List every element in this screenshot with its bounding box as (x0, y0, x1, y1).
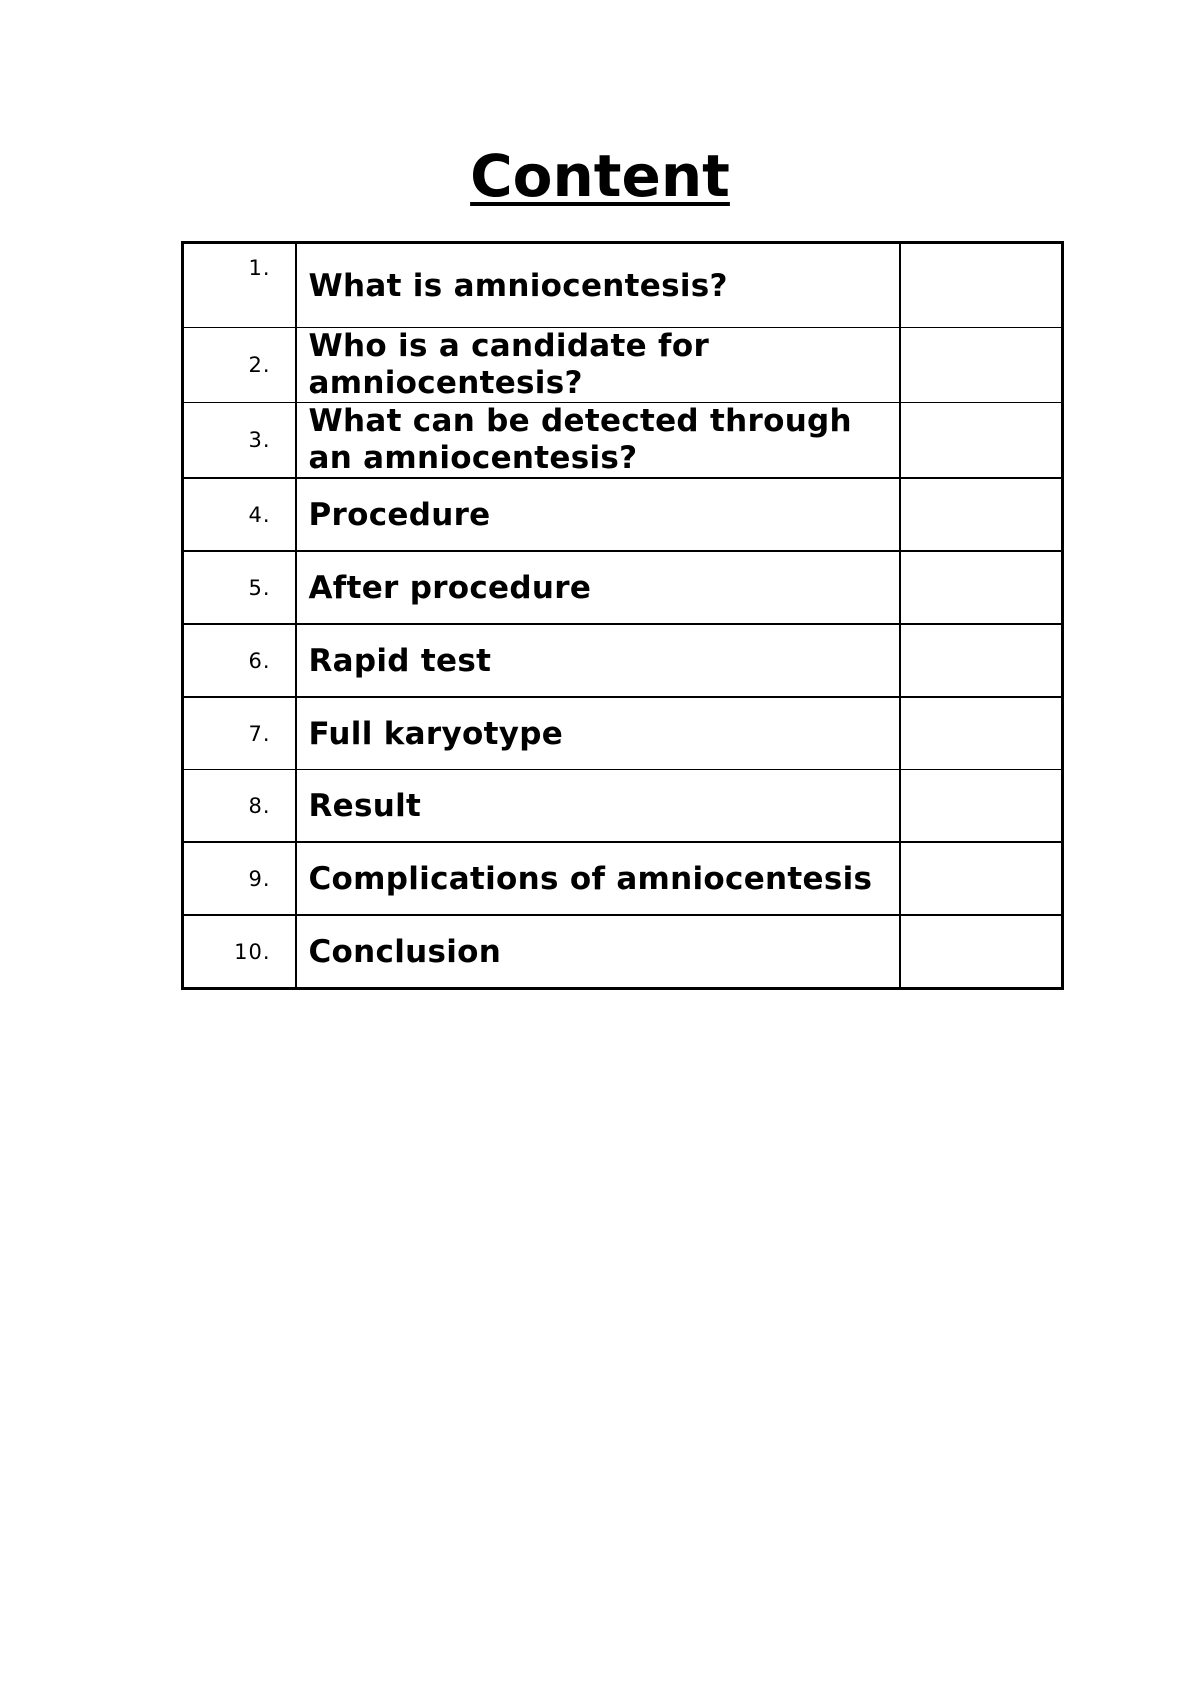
toc-row-title: Procedure (296, 478, 900, 551)
toc-row-number: 6. (183, 624, 296, 697)
toc-row-page (900, 403, 1063, 479)
toc-row (183, 243, 1063, 328)
toc-row-number: 1. (183, 243, 296, 328)
toc-row-page (900, 915, 1063, 989)
toc-row-title: What can be detected through an amniocentesis? (296, 403, 900, 479)
toc-row-page (900, 624, 1063, 697)
toc-row-number: 5. (183, 551, 296, 624)
toc-row-page (900, 328, 1063, 403)
toc-row-title: After procedure (296, 551, 900, 624)
toc-row (183, 551, 1063, 624)
toc-row-title: Conclusion (296, 915, 900, 989)
toc-row-title: Complications of amniocentesis (296, 842, 900, 915)
toc-row-title: Rapid test (296, 624, 900, 697)
toc-row-title: Who is a candidate for amniocentesis? (296, 328, 900, 403)
toc-row-page (900, 478, 1063, 551)
toc-row-page (900, 842, 1063, 915)
toc-row (183, 403, 1063, 479)
toc-row-page (900, 770, 1063, 843)
toc-row-title: What is amniocentesis? (296, 243, 900, 328)
toc-row-title: Full karyotype (296, 697, 900, 770)
table-of-contents (181, 241, 1064, 990)
toc-row (183, 478, 1063, 551)
toc-row (183, 624, 1063, 697)
toc-row-number: 3. (183, 403, 296, 479)
toc-row (183, 328, 1063, 403)
toc-row-page (900, 697, 1063, 770)
toc-row-number: 9. (183, 842, 296, 915)
toc-row-page (900, 551, 1063, 624)
toc-row-number: 2. (183, 328, 296, 403)
toc-row-number: 8. (183, 770, 296, 843)
toc-row-page (900, 243, 1063, 328)
toc-row-title: Result (296, 770, 900, 843)
toc-row (183, 915, 1063, 989)
toc-row-number: 10. (183, 915, 296, 989)
page-title: Content (470, 142, 730, 210)
toc-row (183, 697, 1063, 770)
toc-row (183, 770, 1063, 843)
toc-row-number: 4. (183, 478, 296, 551)
toc-row (183, 842, 1063, 915)
toc-row-number: 7. (183, 697, 296, 770)
